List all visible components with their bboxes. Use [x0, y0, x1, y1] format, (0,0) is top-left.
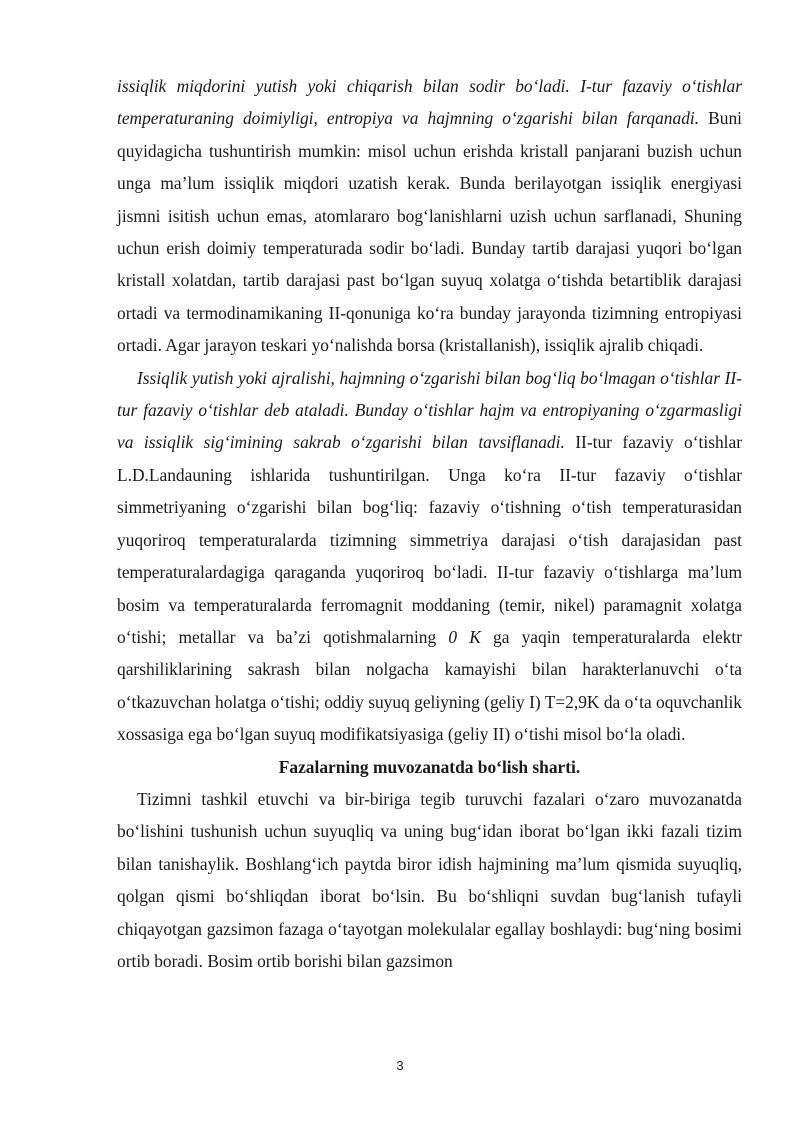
regular-text: Buni quyidagicha tushuntirish mumkin: misol uchun erishda kristall panjarani buzish uchun unga ma’lum issiqlik miqdori uzatish kerak. Bunda berilayotgan issiqlik energiyasi jismni isitish uchun emas, atomlararo bog‘lanishlarni uzish uchun sarflanadi, Shuning uchun erish doimiy temperaturada sodir bo‘ladi. Bunday tartib darajasi yuqori bo‘lgan kristall xolatdan, tartib darajasi past bo‘lgan suyuq xolatga o‘tishda betartiblik darajasi ortadi va termodinamikaning II-qonuniga ko‘ra bunday jarayonda tizimning entropiyasi ortadi. Agar jarayon teskari yo‘nalishda borsa (kristallanish), issiqlik ajralib chiqadi. [117, 108, 742, 356]
italic-text: issiqlik miqdorini yutish yoki chiqarish bilan sodir bo‘ladi. I-tur fazaviy o‘tishlar temperaturaning doimiyligi, entropiya va hajmning o‘zgarishi bilan farqanadi. [117, 76, 742, 129]
italic-text: Issiqlik yutish yoki ajralishi, hajmning o‘zgarishi bilan bog‘liq bo‘lmagan o‘tishlar II-tur fazaviy o‘tishlar deb ataladi. Bunday o‘tishlar hajm va entropiyaning o‘zgarmasligi va issiqlik sig‘imining sakrab o‘zgarishi bilan tavsiflanadi. [117, 367, 742, 453]
italic-text: 0 K [448, 626, 481, 647]
paragraph-1 [117, 70, 742, 362]
paragraph-2 [117, 362, 742, 751]
body-text [117, 70, 742, 977]
page-number: 3 [396, 1058, 404, 1073]
paragraph-3: Tizimni tashkil etuvchi va bir-biriga tegib turuvchi fazalari o‘zaro muvozanatda bo‘lishini tushunish uchun suyuqliq va uning bug‘idan iborat bo‘lgan ikki fazali tizim bilan tanishaylik. Boshlang‘ich paytda biror idish hajmining ma’lum qismida suyuqliq, qolgan qismi bo‘shliqdan iborat bo‘lsin. Bu bo‘shliqni suvdan bug‘lanish tufayli chiqayotgan gazsimon fazaga o‘tayotgan molekulalar egallay boshlaydi: bug‘ning bosimi ortib boradi. Bosim ortib borishi bilan gazsimon [117, 788, 742, 971]
regular-text: ga yaqin temperaturalarda elektr qarshiliklarining sakrash bilan nolgacha kamayishi bilan harakterlanuvchi o‘ta o‘tkazuvchan holatga o‘tishi; oddiy suyuq geliyning (geliy I) T=2,9K da o‘ta oquvchanlik xossasiga ega bo‘lgan suyuq modifikatsiyasiga (geliy II) o‘tishi misol bo‘la oladi. [117, 626, 742, 745]
regular-text: II-tur fazaviy o‘tishlar L.D.Landauning ishlarida tushuntirilgan. Unga ko‘ra II-tur fazaviy o‘tishlar simmetriyaning o‘zgarishi bilan bog‘liq: fazaviy o‘tishning o‘tish temperaturasidan yuqoriroq temperaturalarda tizimning simmetriya darajasi o‘tish darajasidan past temperaturalardagiga qaraganda yuqoriroq bo‘ladi. II-tur fazaviy o‘tishlarga ma’lum bosim va temperaturalarda ferromagnit moddaning (temir, nikel) paramagnit xolatga o‘tishi; metallar va ba’zi qotishmalarning [117, 432, 743, 647]
section-heading: Fazalarning muvozanatda bo‘lish sharti. [278, 756, 581, 777]
